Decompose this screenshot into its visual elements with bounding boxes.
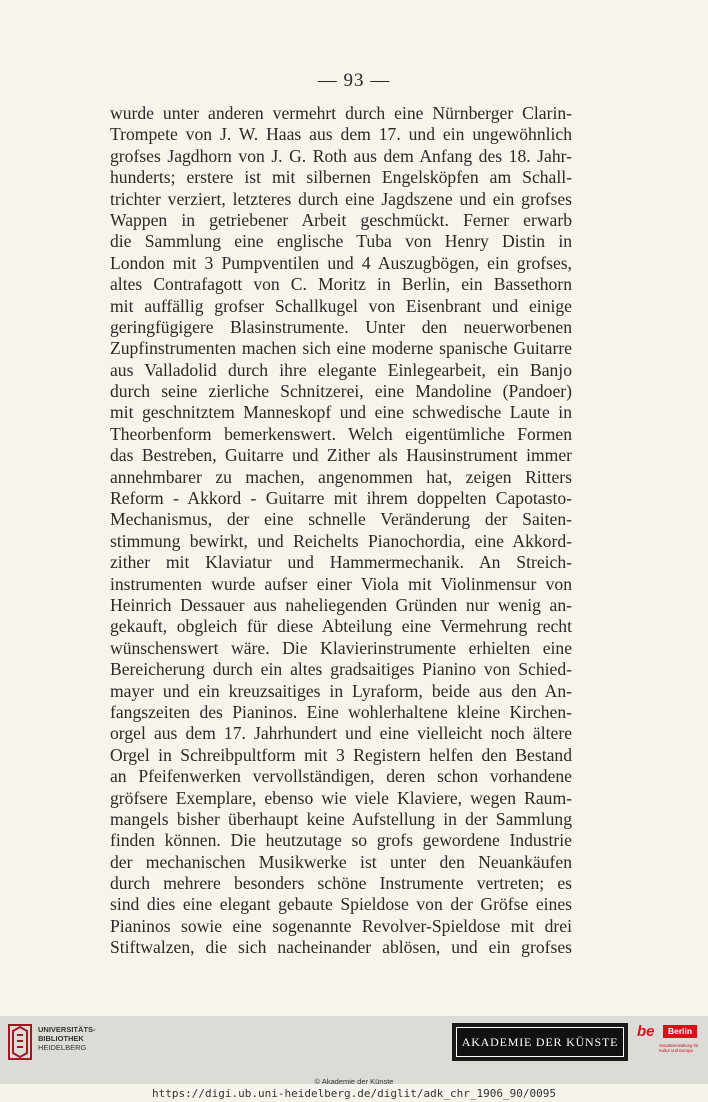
berlin-subtitle: Senatsverwaltung für Kultur und Europa [659, 1043, 699, 1053]
berlin-badge: Berlin [663, 1025, 697, 1038]
university-library-logo[interactable] [8, 1023, 118, 1063]
library-name-line1: UNIVERSITÄTS- [38, 1025, 96, 1034]
library-name-line3: HEIDELBERG [38, 1043, 87, 1052]
text-line: Bereicherung durch ein altes gradsaitiges Pianino von Schied- [110, 659, 572, 680]
text-line: fangszeiten des Pianinos. Eine wohlerhaltene kleine Kirchen- [110, 701, 572, 722]
berlin-be-mark: be [637, 1023, 655, 1040]
akademie-logo[interactable] [452, 1023, 628, 1061]
text-line: grofses Jagdhorn von J. G. Roth aus dem Anfang des 18. Jahr- [110, 145, 572, 166]
text-line: Wappen in getriebener Arbeit geschmückt. Ferner erwarb [110, 209, 572, 230]
text-line: gröfsere Exemplare, ebenso wie viele Klaviere, wegen Raum- [110, 787, 572, 808]
text-line: Orgel in Schreibpultform mit 3 Registern helfen den Bestand [110, 744, 572, 765]
text-line: stimmung bewirkt, und Reichelts Pianochordia, eine Akkord- [110, 530, 572, 551]
akademie-label: AKADEMIE DER KÜNSTE [456, 1027, 624, 1057]
text-line: hunderts; erstere ist mit silbernen Engelsköpfen am Schall- [110, 167, 572, 188]
text-line: Theorbenform bemerkenswert. Welch eigentümliche Formen [110, 423, 572, 444]
text-line: aus Valladolid durch ihre elegante Einlegearbeit, ein Banjo [110, 359, 572, 380]
text-line: sind dies eine elegant gebaute Spieldose von der Gröfse eines [110, 894, 572, 915]
body-text [110, 103, 572, 959]
text-line: annehmbarer zu machen, angenommen hat, zeigen Ritters [110, 466, 572, 487]
text-line: das Bestreben, Guitarre und Zither als Hausinstrument immer [110, 445, 572, 466]
text-line: zither mit Klaviatur und Hammermechanik. An Streich- [110, 552, 572, 573]
text-line: Trompete von J. W. Haas aus dem 17. und ein ungewöhnlich [110, 124, 572, 145]
text-line: Mechanismus, der eine schnelle Veränderung der Saiten- [110, 509, 572, 530]
text-line: der mechanischen Musikwerke ist unter den Neuankäufen [110, 851, 572, 872]
text-line: orgel aus dem 17. Jahrhundert und eine vielleicht noch ältere [110, 723, 572, 744]
library-name-line2: BIBLIOTHEK [38, 1034, 84, 1043]
text-line: Zupfinstrumenten machen sich eine moderne spanische Guitarre [110, 338, 572, 359]
permalink-url[interactable]: https://digi.ub.uni-heidelberg.de/diglit/adk_chr_1906_90/0095 [152, 1087, 556, 1100]
text-line: die Sammlung eine englische Tuba von Henry Distin in [110, 231, 572, 252]
text-line: Reform - Akkord - Guitarre mit ihrem doppelten Capotasto- [110, 488, 572, 509]
text-line: Heinrich Dessauer aus naheliegenden Gründen nur wenig an- [110, 594, 572, 615]
text-line: mit auffällig grofser Schallkugel von Eisenbrant und einige [110, 295, 572, 316]
text-line: mit geschnitztem Manneskopf und eine schwedische Laute in [110, 402, 572, 423]
text-line: altes Contrafagott von C. Moritz in Berlin, ein Bassethorn [110, 274, 572, 295]
text-line: an Pfeifenwerken vervollständigen, deren schon vorhandene [110, 766, 572, 787]
text-line: mayer und ein kreuzsaitiges in Lyraform, beide aus den An- [110, 680, 572, 701]
text-line: durch seine zierliche Schnitzerei, eine Mandoline (Pandoer) [110, 381, 572, 402]
text-line: London mit 3 Pumpventilen und 4 Auszugbögen, ein grofses, [110, 252, 572, 273]
text-line: mangels bisher überhaupt keine Aufstellung in der Sammlung [110, 808, 572, 829]
text-line: wurde unter anderen vermehrt durch eine Nürnberger Clarin- [110, 103, 572, 123]
copyright-notice: © Akademie der Künste [314, 1077, 394, 1086]
page-number: — 93 — [317, 70, 391, 91]
berlin-senate-logo[interactable] [637, 1023, 701, 1065]
text-line: durch mehrere besonders schöne Instrumente vertreten; es [110, 873, 572, 894]
text-line: geringfügigere Blasinstrumente. Unter den neuerworbenen [110, 316, 572, 337]
text-line: gekauft, obgleich für diese Abteilung eine Vermehrung recht [110, 616, 572, 637]
text-line: finden können. Die heutzutage so grofs gewordene Industrie [110, 830, 572, 851]
library-seal-icon [8, 1023, 34, 1061]
text-line: Pianinos sowie eine sogenannte Revolver-Spieldose mit drei [110, 915, 572, 936]
library-name [38, 1025, 96, 1052]
text-line: trichter verziert, letzteres durch eine Jagdszene und ein grofses [110, 188, 572, 209]
text-line: Stiftwalzen, die sich nacheinander ablösen, und ein grofses [110, 937, 572, 958]
text-line: instrumenten wurde aufser einer Viola mit Violinmensur von [110, 573, 572, 594]
text-line: wünschenswert wäre. Die Klavierinstrumente erhielten eine [110, 637, 572, 658]
